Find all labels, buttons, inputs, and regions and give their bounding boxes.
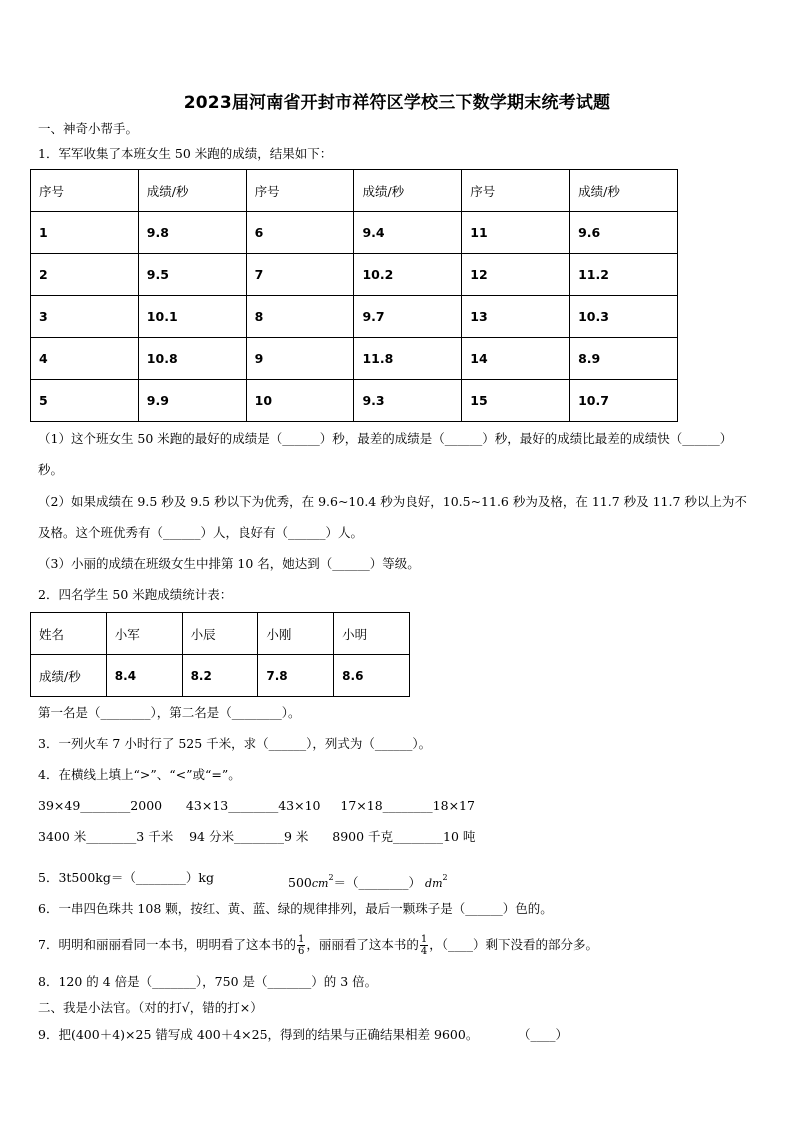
- table-cell: 7: [246, 254, 354, 296]
- table-cell: 9: [246, 338, 354, 380]
- table-row: [31, 380, 678, 422]
- table-cell: 成绩/秒: [31, 655, 107, 697]
- table-header-cell: 小辰: [182, 613, 258, 655]
- table-cell: 13: [462, 296, 570, 338]
- table-row: [31, 655, 410, 697]
- q7: [38, 934, 598, 957]
- q5-equals-blank: ＝（________）: [333, 875, 422, 890]
- q7-text-a: 7．明明和丽丽看同一本书，明明看了这本书的: [38, 937, 296, 952]
- table-cell: 10.3: [570, 296, 678, 338]
- table-cell: 12: [462, 254, 570, 296]
- q9: 9．把(400＋4)×25 错写成 400＋4×25，得到的结果与正确结果相差 9600。 （____）: [38, 1027, 569, 1042]
- q5-unit-cm: cm: [311, 877, 329, 890]
- q2-stem: 2．四名学生 50 米跑成绩统计表：: [38, 587, 233, 602]
- table-header-cell: 成绩/秒: [354, 170, 462, 212]
- q5-exponent-2: 2: [442, 873, 448, 882]
- table-cell: 11.8: [354, 338, 462, 380]
- q1-sub2: （2）如果成绩在 9.5 秒及 9.5 秒以下为优秀，在 9.6~10.4 秒为良好，10.5~11.6 秒为及格，在 11.7 秒及 11.7 秒以上为不及格。这个班优秀有（______）人，良好有（______）人。: [38, 494, 747, 540]
- page-title: 2023届河南省开封市祥符区学校三下数学期末统考试题: [183, 93, 611, 113]
- q7-text-c: ，（____）剩下没看的部分多。: [429, 937, 598, 952]
- table-cell: 11: [462, 212, 570, 254]
- table-cell: 10.2: [354, 254, 462, 296]
- q1-sub1: （1）这个班女生 50 米跑的最好的成绩是（______）秒，最差的成绩是（______）秒，最好的成绩比最差的成绩快（______）秒。: [38, 431, 733, 477]
- q2-score-table: [30, 612, 410, 697]
- q6: 6．一串四色珠共 108 颗，按红、黄、蓝、绿的规律排列，最后一颗珠子是（______）色的。: [38, 901, 553, 916]
- table-cell: 11.2: [570, 254, 678, 296]
- table-header-cell: 小军: [106, 613, 182, 655]
- table-header-cell: 序号: [462, 170, 570, 212]
- table-cell: 8: [246, 296, 354, 338]
- table-cell: 9.5: [138, 254, 246, 296]
- q5-part-a: 5．3t500kg＝（________）kg: [38, 870, 214, 885]
- table-cell: 9.8: [138, 212, 246, 254]
- table-cell: 6: [246, 212, 354, 254]
- q5-part-b: [288, 869, 448, 893]
- table-cell: 9.4: [354, 212, 462, 254]
- q1-score-table: [30, 169, 678, 422]
- table-header-cell: 小刚: [258, 613, 334, 655]
- table-cell: 9.9: [138, 380, 246, 422]
- table-row: [31, 338, 678, 380]
- table-row: [31, 296, 678, 338]
- section-1-heading: 一、神奇小帮手。: [38, 121, 139, 136]
- q1-stem: 1．军军收集了本班女生 50 米跑的成绩，结果如下：: [38, 146, 333, 161]
- fraction-one-quarter: [420, 934, 428, 957]
- fraction-denominator: 4: [420, 946, 428, 957]
- table-cell: 10: [246, 380, 354, 422]
- q5-unit-dm: dm: [425, 877, 443, 890]
- table-header-cell: 成绩/秒: [138, 170, 246, 212]
- table-header-cell: 成绩/秒: [570, 170, 678, 212]
- q5-exponent: 2: [328, 873, 334, 882]
- q1-sub3: （3）小丽的成绩在班级女生中排第 10 名，她达到（______）等级。: [38, 556, 420, 571]
- table-cell: 14: [462, 338, 570, 380]
- table-row: [31, 254, 678, 296]
- table-cell: 8.4: [106, 655, 182, 697]
- q4-row1: 39×49________2000 43×13________43×10 17×18________18×17: [38, 798, 475, 813]
- table-header-cell: 序号: [31, 170, 139, 212]
- table-header-cell: 序号: [246, 170, 354, 212]
- q4-row2: 3400 米________3 千米 94 分米________9 米 8900 千克________10 吨: [38, 829, 476, 844]
- table-cell: 2: [31, 254, 139, 296]
- table-cell: 10.7: [570, 380, 678, 422]
- section-2-heading: 二、我是小法官。（对的打√，错的打×）: [38, 1000, 263, 1015]
- table-cell: 8.2: [182, 655, 258, 697]
- q3: 3．一列火车 7 小时行了 525 千米，求（______），列式为（______）。: [38, 736, 432, 751]
- table-cell: 4: [31, 338, 139, 380]
- q2-answer: 第一名是（________），第二名是（________）。: [38, 705, 301, 720]
- q7-text-b: ，丽丽看了这本书的: [306, 937, 419, 952]
- table-row: [31, 212, 678, 254]
- q4-stem: 4．在横线上填上“>”、“<”或“=”。: [38, 767, 241, 782]
- table-cell: 8.9: [570, 338, 678, 380]
- table-cell: 8.6: [334, 655, 410, 697]
- table-header-row: [31, 613, 410, 655]
- q5-number: 500: [288, 875, 312, 890]
- table-cell: 10.1: [138, 296, 246, 338]
- table-cell: 15: [462, 380, 570, 422]
- table-header-cell: 姓名: [31, 613, 107, 655]
- table-cell: 9.7: [354, 296, 462, 338]
- table-header-row: [31, 170, 678, 212]
- table-cell: 10.8: [138, 338, 246, 380]
- table-cell: 1: [31, 212, 139, 254]
- table-cell: 9.3: [354, 380, 462, 422]
- fraction-denominator: 6: [297, 946, 305, 957]
- fraction-numerator: 1: [420, 934, 428, 945]
- table-cell: 3: [31, 296, 139, 338]
- q8: 8．120 的 4 倍是（_______），750 是（_______）的 3 倍。: [38, 974, 378, 989]
- table-cell: 9.6: [570, 212, 678, 254]
- table-cell: 7.8: [258, 655, 334, 697]
- table-cell: 5: [31, 380, 139, 422]
- fraction-one-sixth: [297, 934, 305, 957]
- table-header-cell: 小明: [334, 613, 410, 655]
- fraction-numerator: 1: [297, 934, 305, 945]
